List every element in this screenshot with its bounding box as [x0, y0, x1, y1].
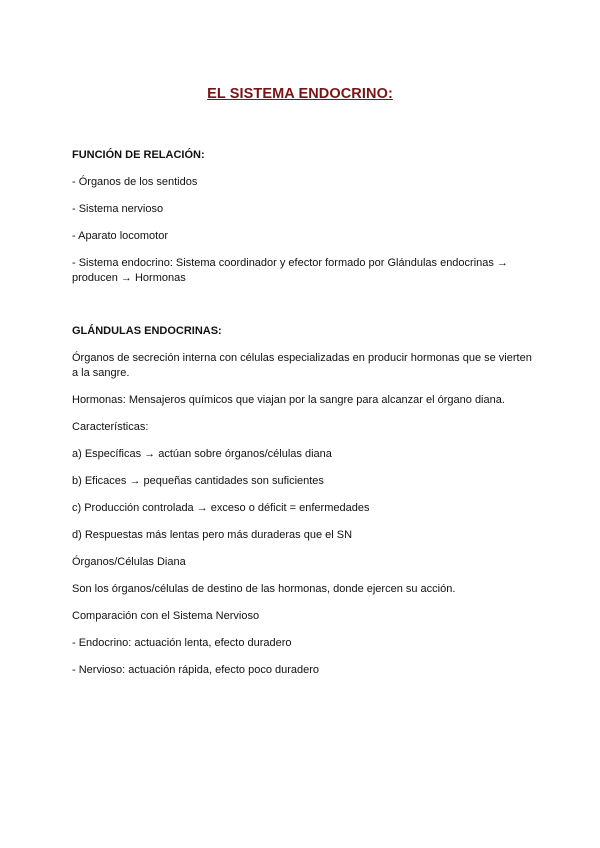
list-item: - Aparato locomotor	[72, 230, 168, 242]
section-spacer	[72, 298, 532, 324]
paragraph: Características:	[72, 421, 149, 433]
paragraph: b) Eficaces → pequeñas cantidades son suficientes	[72, 475, 324, 487]
paragraph: Comparación con el Sistema Nervioso	[72, 610, 260, 622]
list-item: - Sistema endocrino: Sistema coordinador y efector formado por Glándulas endocrinas → producen → Hormonas	[72, 257, 508, 284]
paragraph: c) Producción controlada → exceso o déficit = enfermedades	[72, 502, 370, 514]
paragraph: Hormonas: Mensajeros químicos que viajan por la sangre para alcanzar el órgano diana.	[72, 394, 505, 406]
paragraph: Son los órganos/células de destino de las hormonas, donde ejercen su acción.	[72, 583, 456, 595]
paragraph: - Nervioso: actuación rápida, efecto poco duradero	[72, 664, 320, 676]
paragraph: d) Respuestas más lentas pero más duraderas que el SN	[72, 529, 353, 541]
section-heading-funcion-relacion: FUNCIÓN DE RELACIÓN:	[72, 149, 205, 161]
paragraph: Órganos de secreción interna con células especializadas en producir hormonas que se vierten a la sangre.	[72, 352, 532, 379]
paragraph: - Endocrino: actuación lenta, efecto duradero	[72, 637, 292, 649]
document-body	[72, 148, 532, 690]
document-title: EL SISTEMA ENDOCRINO:	[207, 86, 393, 102]
section-heading-glandulas: GLÁNDULAS ENDOCRINAS:	[72, 325, 222, 337]
list-item: - Órganos de los sentidos	[72, 176, 198, 188]
list-item: - Sistema nervioso	[72, 203, 164, 215]
paragraph: a) Específicas → actúan sobre órganos/células diana	[72, 448, 332, 460]
paragraph: Órganos/Células Diana	[72, 556, 186, 568]
